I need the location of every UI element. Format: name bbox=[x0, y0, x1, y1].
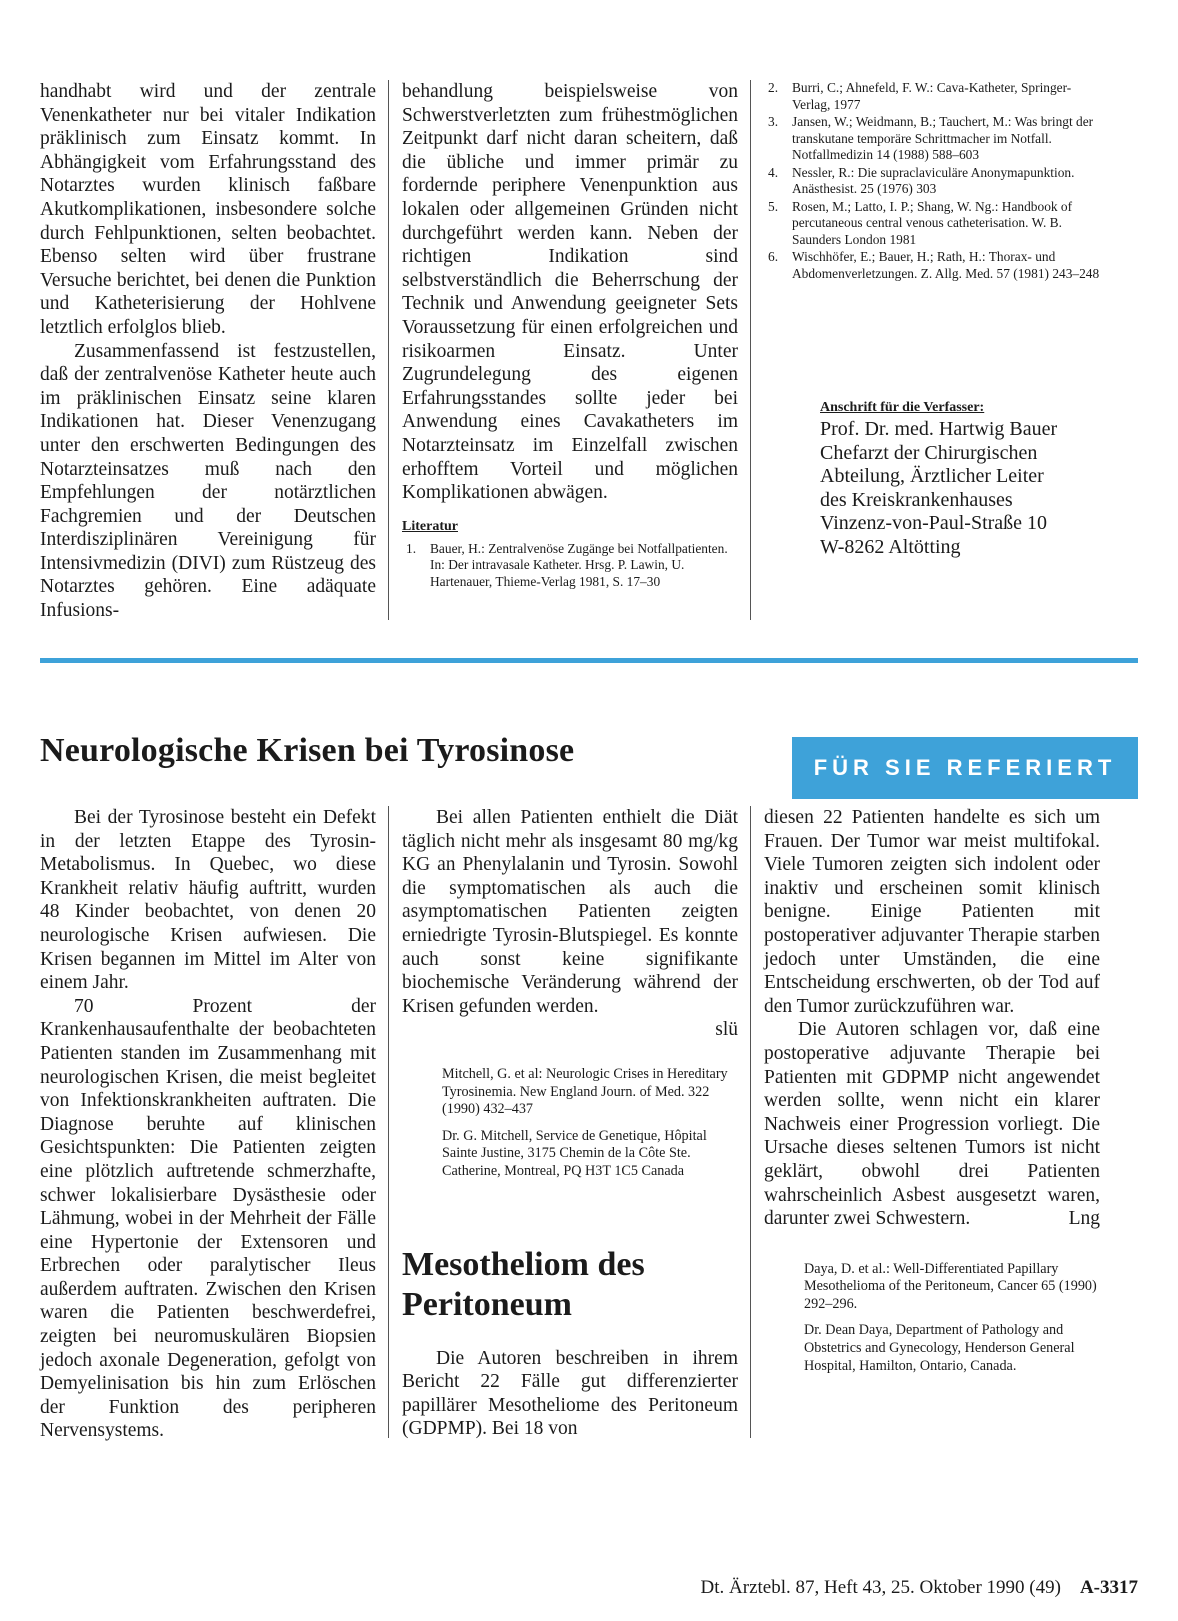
reference-number: 5. bbox=[768, 198, 779, 214]
address-line: W-8262 Altötting bbox=[820, 535, 961, 558]
reference-item bbox=[764, 249, 1100, 282]
article2-reference bbox=[804, 1261, 1100, 1376]
top-col2-paragraph: behandlung beispielsweise von Schwerstverletzten zum frühestmöglichen Zeitpunkt darf nicht daran scheitern, daß die übliche und immer primär zu fordernde periphere Venenpunktion aus lokalen oder allgemeinen Gründen nicht durchgeführt werden kann. Neben der richtigen Indikation sind selbstverständlich die Beherrschung der Technik und Anwendung geeigneter Sets Voraussetzung für einen erfolgreichen und risikoarmen Einsatz. Unter Zugrundelegung des eigenen Erfahrungsstandes sollte jeder bei Anwendung eines Cavakatheters im Notarzteinsatz im Einzelfall zwischen erhofftem Vorteil und möglichen Komplikationen abwägen. bbox=[402, 81, 738, 504]
reference-text: Wischhöfer, E.; Bauer, H.; Rath, H.: Thorax- und Abdomenverletzungen. Z. Allg. Med. 57 (1981) 243–248 bbox=[792, 249, 1100, 281]
top-column-2 bbox=[402, 80, 738, 591]
reference-item bbox=[402, 541, 738, 591]
article2-paragraph-1: Die Autoren beschreiben in ihrem Bericht 22 Fälle gut differenzierter papillärer Mesotheliome des Peritoneum (GDPMP). Bei 18 von bbox=[402, 1347, 738, 1440]
column-divider bbox=[388, 806, 389, 1438]
article1-paragraph-1: Bei der Tyrosinose besteht ein Defekt in der letzten Etappe des Tyrosin-Metabolismus. In Quebec, wo diese Krankheit relativ häufig auftritt, wurden 48 Kinder beobachtet, von denen 20 neurologische Krisen aufwiesen. Die Krisen begannen im Mittel im Alter von einem Jahr. bbox=[40, 807, 376, 994]
reference-text: Bauer, H.: Zentralvenöse Zugänge bei Notfallpatienten. In: Der intravasale Katheter. Hrsg. P. Lawin, U. Hartenauer, Thieme-Verlag 1981, S. 17–30 bbox=[430, 540, 728, 589]
reference-item bbox=[764, 199, 1100, 249]
reference-number: 4. bbox=[768, 164, 779, 180]
article1-column-2 bbox=[402, 806, 738, 1441]
column-divider bbox=[750, 806, 751, 1438]
reference-text: Burri, C.; Ahnefeld, F. W.: Cava-Katheter, Springer-Verlag, 1977 bbox=[792, 80, 1072, 112]
literatur-heading: Literatur bbox=[402, 518, 458, 534]
reference-item bbox=[764, 80, 1100, 113]
reference-item bbox=[764, 114, 1100, 164]
address-line: Chefarzt der Chirurgischen bbox=[820, 441, 1038, 464]
column-divider bbox=[388, 80, 389, 620]
article2-paragraph-2: diesen 22 Patienten handelte es sich um Frauen. Der Tumor war meist multifokal. Viele Tumoren zeigten sich indolent oder inaktiv und erscheinen somit klinisch benigne. Einige Patienten mit postoperativer adjuvanter Therapie starben jedoch unter Umständen, die eine Entscheidung erschwerten, ob der Tod auf den Tumor zurückzuführen war. bbox=[764, 807, 1100, 1017]
page-footer bbox=[701, 1577, 1138, 1599]
reference-number: 6. bbox=[768, 249, 779, 264]
address-line: Abteilung, Ärztlicher Leiter bbox=[820, 465, 1044, 487]
article1-paragraph-2: 70 Prozent der Krankenhausaufenthalte der beobachteten Patienten standen im Zusammenhang mit neurologischen Krisen, die meist begleitet von Infektionskrankheiten auftraten. Die Diagnose beruhte auf klinischen Gesichtspunkten: Die Patienten zeigten eine plötzlich auftretende schmerzhafte, schwer lokalisierbare Dysästhesie oder Lähmung, wobei in der Mehrheit der Fälle eine Hypertonie der Extensoren und Erbrechen oder paralytischer Ileus außerdem auftraten. Zwischen den Krisen waren die Patienten beschwerdefrei, zeigten bei neuromuskulären Biopsien jedoch axonale Degeneration, gefolgt von Demyelinisation bis hin zum Erlöschen der Funktion des peripheren Nervensystems. bbox=[40, 995, 376, 1442]
article1-column-1 bbox=[40, 806, 376, 1443]
article1-signature: slü bbox=[715, 1019, 738, 1041]
reference-text: Jansen, W.; Weidmann, B.; Tauchert, M.: Was bringt der transkutane temporäre Schrittmacher im Notfall. Notfallmedizin 14 (1988) 588–603 bbox=[792, 114, 1094, 162]
reference-list-part-2 bbox=[764, 80, 1100, 282]
footer-page-number: A-3317 bbox=[1079, 1577, 1138, 1598]
address-heading: Anschrift für die Verfasser: bbox=[820, 400, 985, 415]
top-col1-paragraph-2: Zusammenfassend ist festzustellen, daß der zentralvenöse Katheter heute auch im präklinischen Einsatz seine klaren Indikationen hat. Dieser Venenzugang unter den erschwerten Bedingungen des Notarzteinsatzes muß nach den Empfehlungen der notärztlichen Fachgremien und der Deutschen Interdisziplinären Vereinigung für Intensivmedizin (DIVI) zum Rüstzeug des Notarztes gehören. Eine adäquate Infusions- bbox=[40, 340, 376, 622]
article2-column-3 bbox=[764, 806, 1100, 1384]
address-line: Vinzenz-von-Paul-Straße 10 bbox=[820, 512, 1048, 534]
article2-citation: Daya, D. et al.: Well-Differentiated Papillary Mesothelioma of the Peritoneum, Cancer 65 (1990) 292–296. bbox=[804, 1260, 1097, 1312]
reference-list-part-1 bbox=[402, 541, 738, 591]
reference-number: 1. bbox=[406, 540, 417, 556]
author-address bbox=[820, 400, 1100, 559]
article1-paragraph-3: Bei allen Patienten enthielt die Diät täglich nicht mehr als insgesamt 80 mg/kg KG an Phenylalanin und Tyrosin. Sowohl die symptomatischen als auch die asymptomatischen Patienten zeigten erniedrigte Tyrosin-Blutspiegel. Es konnte auch sonst keine signifikante biochemische Veränderung während der Krisen gefunden werden. bbox=[402, 807, 738, 1017]
reference-text: Nessler, R.: Die supraclaviculäre Anonymapunktion. Anästhesist. 25 (1976) 303 bbox=[792, 164, 1075, 196]
reference-number: 3. bbox=[768, 114, 779, 129]
article2-signature: Lng bbox=[1068, 1208, 1100, 1230]
footer-journal: Dt. Ärztebl. 87, Heft 43, 25. Oktober 1990 (49) bbox=[700, 1577, 1061, 1598]
article1-reference bbox=[442, 1066, 738, 1181]
section-badge: FÜR SIE REFERIERT bbox=[792, 737, 1138, 799]
article2-paragraph-3: Die Autoren schlagen vor, daß eine postoperative adjuvante Therapie bei Patienten mit GDPMP nicht angewendet werden sollte, wenn nicht ein klarer Nachweis einer Progression vorliegt. Die Ursache dieses seltenen Tumors ist nicht geklärt, obwohl drei Patienten wahrscheinlich Asbest ausgesetzt waren, darunter zwei Schwestern. bbox=[764, 1019, 1100, 1230]
reference-item bbox=[764, 165, 1100, 198]
address-line: des Kreiskrankenhauses bbox=[820, 488, 1013, 511]
article1-citation: Mitchell, G. et al: Neurologic Crises in Hereditary Tyrosinemia. New England Journ. of Med. 322 (1990) 432–437 bbox=[442, 1065, 728, 1118]
top-col1-paragraph-1: handhabt wird und der zentrale Venenkatheter nur bei vitaler Indikation präklinisch zum Einsatz kommt. In Abhängigkeit vom Erfahrungsstand des Notarztes wurden klinisch faßbare Akutkomplikationen, insbesondere solche durch Fehlpunktionen, selten beobachtet. Ebenso selten wird über frustrane Versuche berichtet, bei denen die Punktion und Katheterisierung der Hohlvene letztlich erfolglos blieb. bbox=[40, 81, 376, 338]
article1-affiliation: Dr. G. Mitchell, Service de Genetique, Hôpital Sainte Justine, 3175 Chemin de la Côte Ste. Catherine, Montreal, PQ H3T 1C5 Canada bbox=[442, 1127, 707, 1179]
address-line: Prof. Dr. med. Hartwig Bauer bbox=[820, 418, 1058, 440]
top-column-1 bbox=[40, 80, 376, 623]
article-title-tyrosinose: Neurologische Krisen bei Tyrosinose bbox=[40, 732, 575, 769]
reference-text: Rosen, M.; Latto, I. P.; Shang, W. Ng.: Handbook of percutaneous central venous catheterisation. W. B. Saunders London 1981 bbox=[792, 198, 1073, 247]
section-divider bbox=[40, 658, 1138, 663]
top-column-3 bbox=[764, 80, 1100, 559]
reference-number: 2. bbox=[768, 80, 779, 95]
column-divider bbox=[750, 80, 751, 620]
article2-affiliation: Dr. Dean Daya, Department of Pathology and Obstetrics and Gynecology, Henderson General Hospital, Hamilton, Ontario, Canada. bbox=[804, 1322, 1075, 1374]
article-title-mesotheliom: Mesotheliom des Peritoneum bbox=[402, 1245, 645, 1323]
